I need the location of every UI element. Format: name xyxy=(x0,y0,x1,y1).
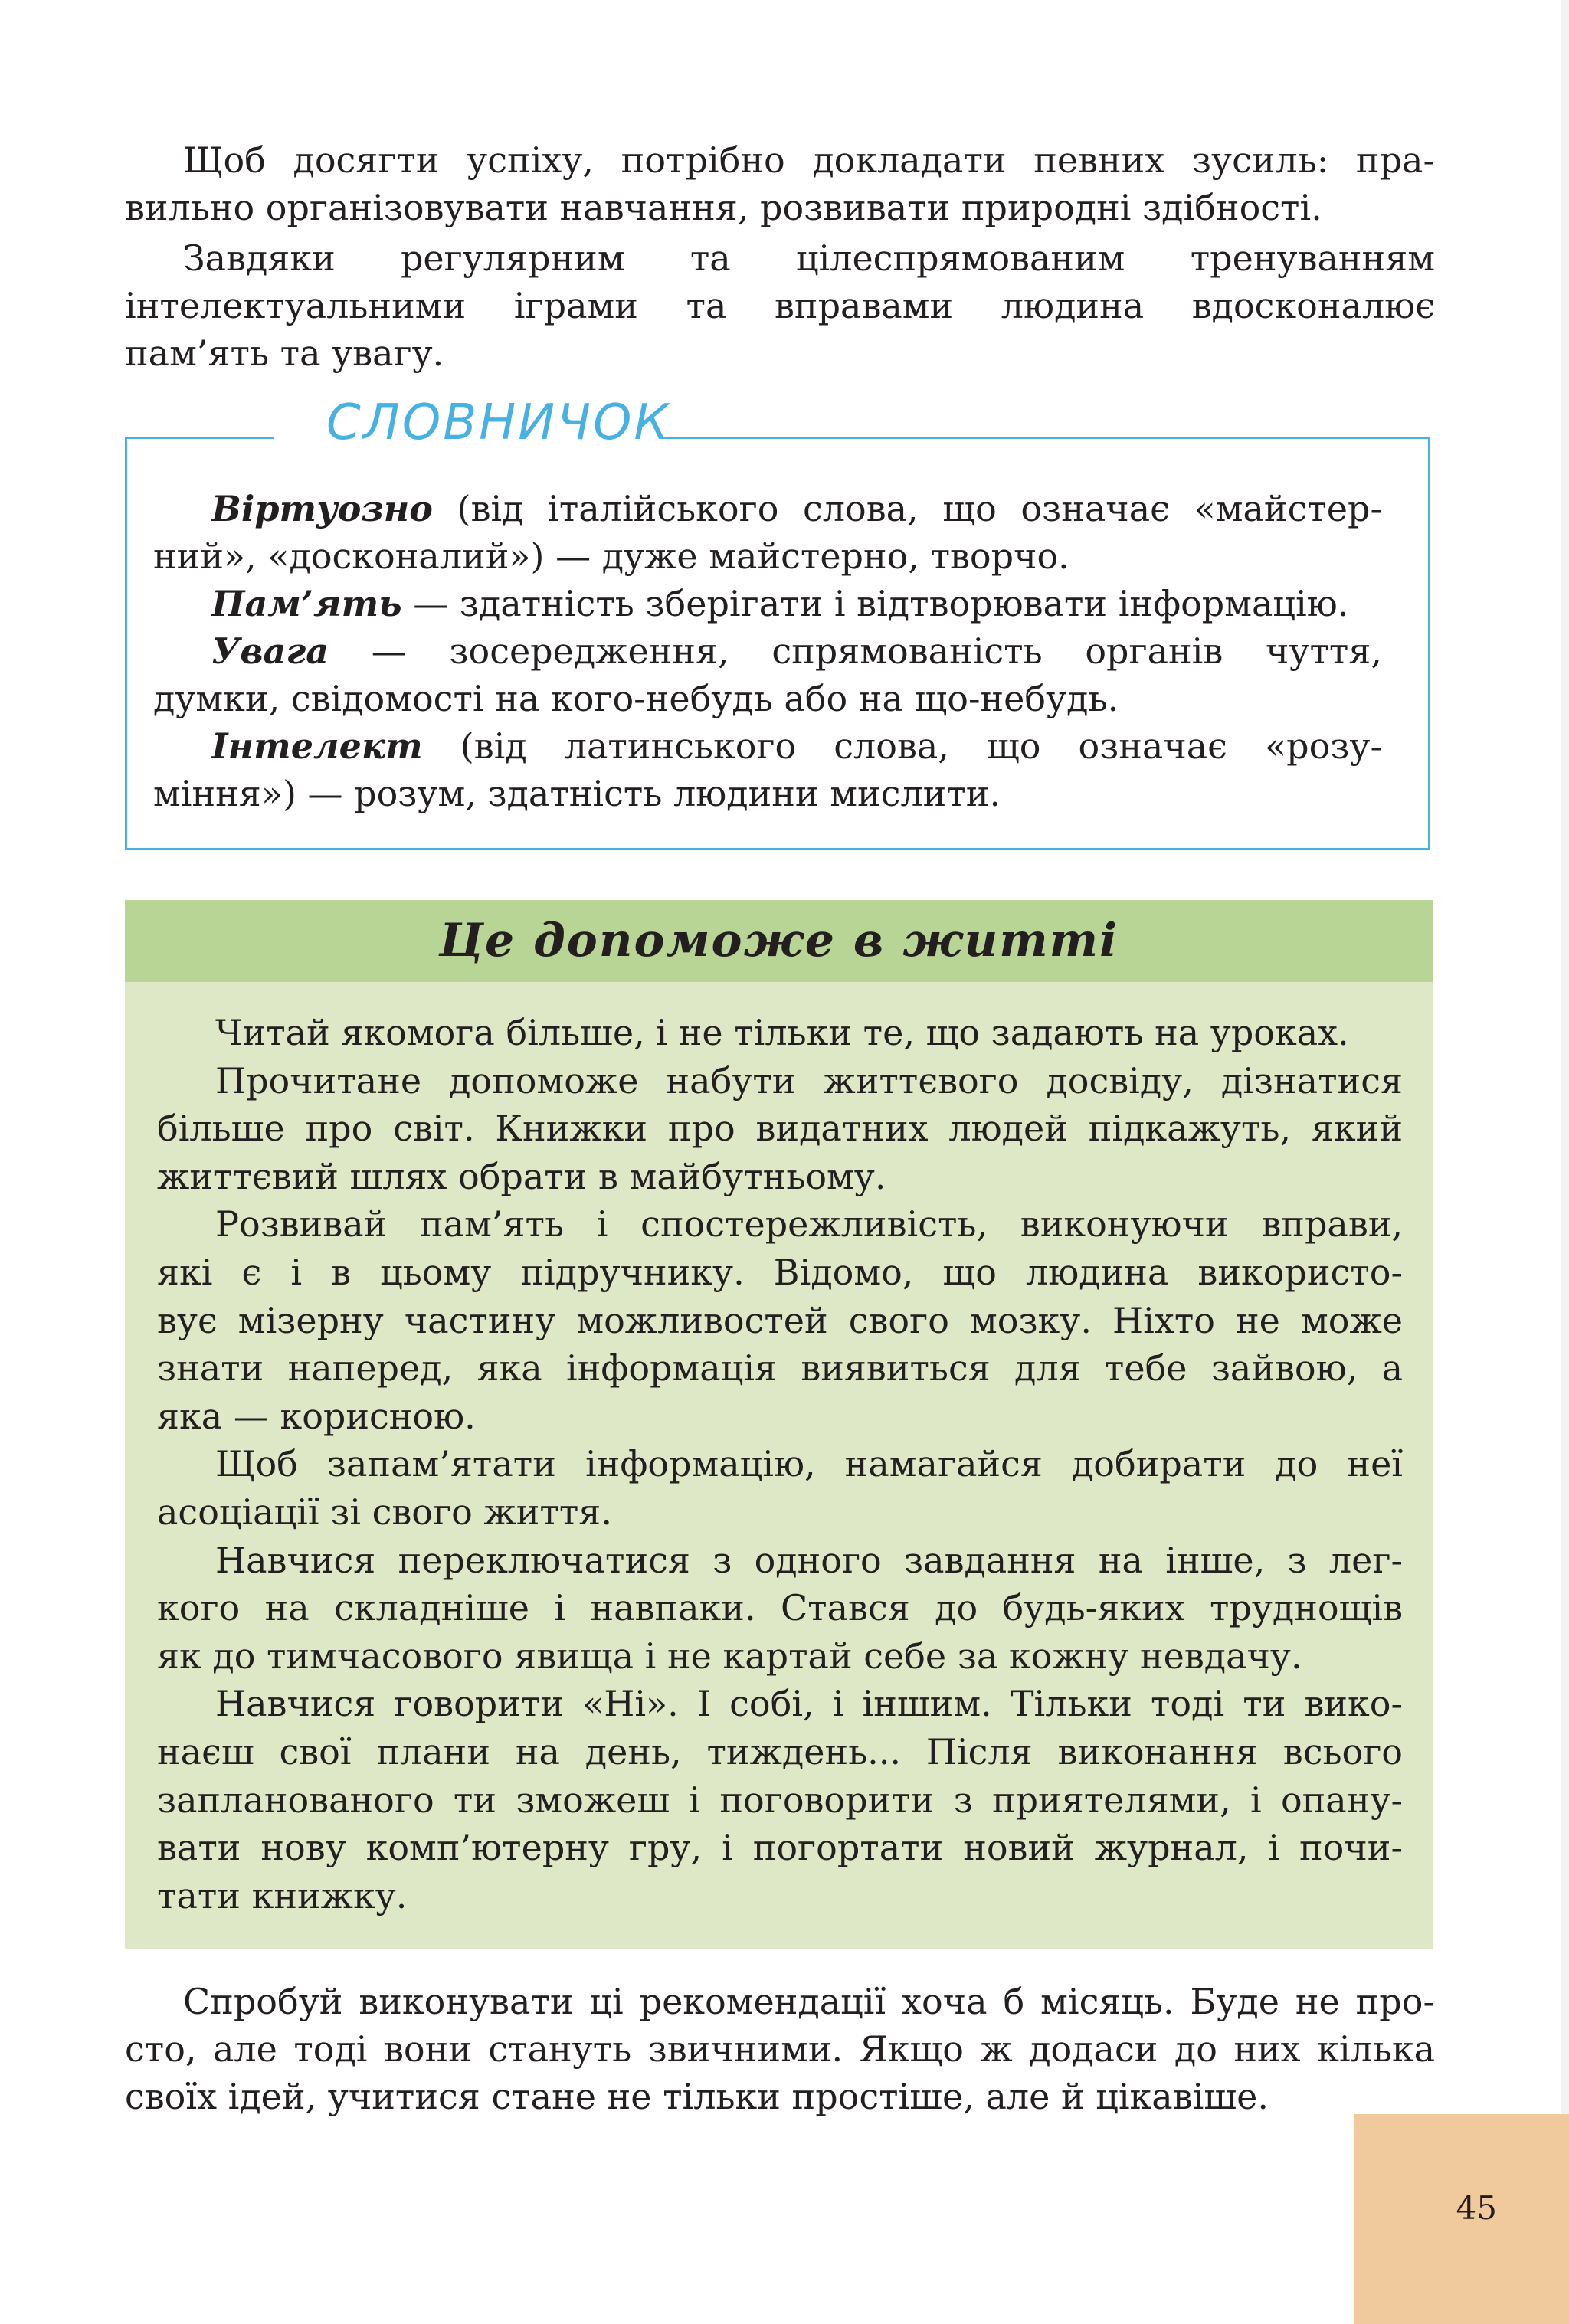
tips-line: Щоб запам’ятати інформацію, намагайся добирати до неї xyxy=(215,1443,1403,1485)
tips-line: Читай якомога більше, і не тільки те, що задають на уроках. xyxy=(215,1012,1349,1053)
text-line: сто, але тоді вони стануть звичними. Якщо ж додаси до них кілька xyxy=(125,2028,1435,2070)
text-line: Спробуй виконувати ці рекомендації хоча б місяць. Буде не про- xyxy=(183,1981,1435,2022)
text-line: своїх ідей, учитися стане не тільки простіше, але й цікавіше. xyxy=(125,2076,1269,2117)
closing-paragraph xyxy=(125,1978,1435,2120)
glossary-entry-virtuozno xyxy=(211,485,1382,532)
glossary-term: Віртуозно xyxy=(211,488,433,529)
tips-line: які є і в цьому підручнику. Відомо, що людина використо- xyxy=(157,1251,1403,1293)
tips-line: Навчися переключатися з одного завдання на інше, з лег- xyxy=(215,1539,1403,1581)
text-line: Щоб досягти успіху, потрібно докладати певних зусиль: пра- xyxy=(183,139,1435,181)
glossary-box xyxy=(125,394,1430,850)
glossary-entry-uvaha xyxy=(211,627,1382,675)
page-edge-strip xyxy=(1561,0,1569,2114)
glossary-definition-continued: міння») — розум, здатність людини мислити. xyxy=(153,773,1001,814)
glossary-definition-continued: ний», «досконалий») — дуже майстерно, творчо. xyxy=(153,535,1069,577)
tips-line: Навчися говорити «Ні». І собі, і іншим. Тільки тоді ти вико- xyxy=(215,1683,1403,1725)
intro-paragraph-1 xyxy=(125,136,1435,231)
tips-header xyxy=(125,900,1433,982)
tips-title: Це допоможе в житті xyxy=(439,914,1119,967)
glossary-definition: — здатність зберігати і відтворювати інформацію. xyxy=(401,583,1349,624)
text-line: пам’ять та увагу. xyxy=(125,332,444,374)
tips-line: наєш свої плани на день, тиждень... Після виконання всього xyxy=(157,1730,1403,1772)
glossary-entry-intelekt xyxy=(211,722,1382,770)
tips-line: знати наперед, яка інформація виявиться для тебе зайвою, а xyxy=(157,1347,1403,1389)
glossary-title: СЛОВНИЧОК xyxy=(326,394,671,451)
tips-line: вати нову комп’ютерну гру, і погортати новий журнал, і почи- xyxy=(157,1827,1403,1869)
glossary-definition: — зосередження, спрямованість органів чуття, xyxy=(329,630,1382,672)
text-line: інтелектуальними іграми та вправами людина вдосконалює xyxy=(125,285,1435,326)
glossary-term: Увага xyxy=(211,630,329,672)
glossary-entry-pamiat xyxy=(211,580,1382,627)
tips-line: запланованого ти зможеш і поговорити з приятелями, і опану- xyxy=(157,1779,1403,1821)
tips-line: життєвий шлях обрати в майбутньому. xyxy=(157,1155,886,1197)
tips-line: кого на складніше і навпаки. Стався до будь-яких труднощів xyxy=(157,1587,1403,1629)
tips-line: як до тимчасового явища і не картай себе за кожну невдачу. xyxy=(157,1635,1302,1677)
tips-line: Розвивай пам’ять і спостережливість, виконуючи вправи, xyxy=(215,1203,1403,1245)
glossary-entries xyxy=(153,485,1382,817)
text-line: вильно організовувати навчання, розвивати природні здібності. xyxy=(125,187,1322,228)
tips-line: яка — корисною. xyxy=(157,1395,476,1437)
tips-panel xyxy=(125,900,1433,1949)
glossary-definition: (від латинського слова, що означає «розу- xyxy=(422,725,1382,767)
page-number: 45 xyxy=(1456,2189,1497,2227)
text-line: Завдяки регулярним та цілеспрямованим тренуванням xyxy=(183,237,1435,279)
tips-line: більше про світ. Книжки про видатних людей підкажуть, який xyxy=(157,1108,1403,1150)
tips-line: тати книжку. xyxy=(157,1874,408,1916)
tips-line: вує мізерну частину можливостей свого мозку. Ніхто не може xyxy=(157,1299,1403,1341)
glossary-term: Пам’ять xyxy=(211,583,402,624)
glossary-definition: (від італійського слова, що означає «майстер- xyxy=(432,488,1382,529)
glossary-term: Інтелект xyxy=(211,725,423,767)
intro-paragraph-2 xyxy=(125,234,1435,377)
tips-line: Прочитане допоможе набути життєвого досвіду, дізнатися xyxy=(215,1059,1403,1101)
glossary-definition-continued: думки, свідомості на кого-небудь або на що-небудь. xyxy=(153,678,1119,719)
page-number-tab xyxy=(1354,2114,1569,2324)
tips-line: асоціації зі свого життя. xyxy=(157,1491,612,1533)
tips-body xyxy=(157,1009,1403,1920)
